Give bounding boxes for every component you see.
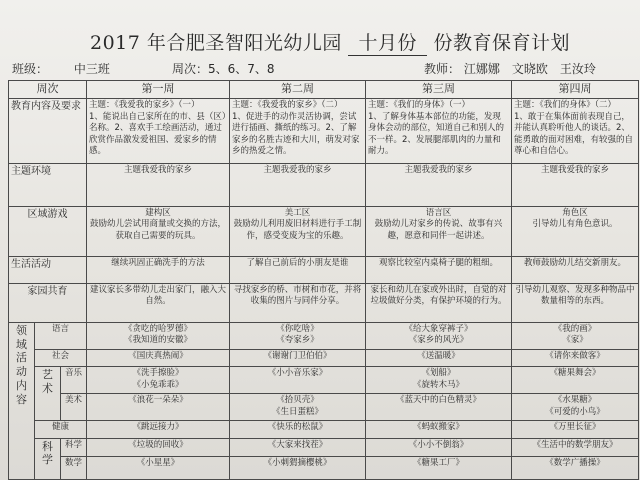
domain-row-art — [9, 394, 639, 421]
domain-row-language — [9, 322, 639, 349]
domain-name: 社会 — [35, 349, 87, 367]
class-value: 中三班 — [73, 62, 110, 76]
domain-cell: 《万里长征》 — [512, 420, 639, 438]
class-info — [12, 60, 110, 77]
week-4-header: 第四周 — [512, 81, 639, 99]
domain-cell: 《给大象穿裤子》 《家乡的风光》 — [366, 322, 512, 349]
week-header: 周次 — [9, 81, 87, 99]
domain-cell: 《跳远接力》 — [87, 420, 230, 438]
area-week-4: 角色区 引导幼儿有角色意识。 — [512, 207, 639, 257]
domain-name: 音乐 — [61, 367, 87, 394]
environment-week-2: 主题我爱我的家乡 — [230, 163, 366, 206]
teacher-info — [424, 60, 596, 77]
home-week-2: 寻找家乡的桥、市树和市花，并将收集的图片与同伴分享。 — [230, 283, 366, 322]
domain-name: 美术 — [61, 394, 87, 421]
life-week-3: 观察比较室内桌椅子腿的粗细。 — [366, 256, 512, 283]
domain-cell: 《生活中的数学朋友》 — [512, 438, 639, 457]
domain-cell: 《拾贝壳》 《生日蛋糕》 — [230, 394, 366, 421]
goals-week-4: 主题：《我们的身体》（二） 1、敢于在集体面前表现自己，并能认真聆听他人的谈话。2、能勇敢的面对困难，有较强的自尊心和自信心。 — [512, 99, 639, 163]
domain-name: 科学 — [61, 438, 87, 457]
domain-cell: 《小刺猬摘樱桃》 — [230, 457, 366, 480]
domain-cell: 《小小音乐家》 — [230, 367, 366, 394]
domain-row-math — [9, 457, 639, 480]
domain-label-text: 领域活动内容 — [16, 323, 27, 406]
title-month: 十月份 — [348, 28, 427, 56]
plan-table — [8, 80, 639, 480]
domain-row-society — [9, 349, 639, 367]
domain-cell: 《谢谢门卫伯伯》 — [230, 349, 366, 367]
domain-cell: 《洗手擦脸》 《小兔乖乖》 — [87, 367, 230, 394]
goals-week-3: 主题：《我们的身体》（一） 1、了解身体基本部位的功能，发现身体会动的部位，知道自己和别人的不一样。2、发展腿部肌肉的力量和耐力。 — [366, 99, 512, 163]
environment-week-3: 主题我爱我的家乡 — [366, 163, 512, 206]
environment-label: 主题环境 — [9, 163, 87, 206]
life-row — [9, 256, 639, 283]
document-title — [90, 28, 610, 56]
week-3-header: 第三周 — [366, 81, 512, 99]
teacher-names: 江娜娜 文晓欧 王汝玲 — [463, 62, 596, 76]
domain-cell: 《小星星》 — [87, 457, 230, 480]
area-label: 区域游戏 — [9, 207, 87, 257]
domain-cell: 《浪花一朵朵》 — [87, 394, 230, 421]
area-week-1: 建构区 鼓励幼儿尝试用商量或交换的方法，获取自己需要的玩具。 — [87, 207, 230, 257]
domain-row-music — [9, 367, 639, 394]
title-suffix: 份教育保育计划 — [433, 32, 571, 54]
domain-cell: 《国庆真热闹》 — [87, 349, 230, 367]
area-week-3: 语言区 鼓励幼儿对家乡的传说、故事有兴趣，愿意和同伴一起讲述。 — [366, 207, 512, 257]
home-week-1: 建议家长多带幼儿走出家门，融入大自然。 — [87, 283, 230, 322]
environment-week-1: 主题我爱我的家乡 — [87, 163, 230, 206]
area-row — [9, 207, 639, 257]
goals-week-1: 主题：《我爱我的家乡》（一） 1、能说出自己家所在的市、县（区）名称。2、喜欢手工绘画活动，通过欣赏作品激发爱祖国、爱家乡的情感。 — [87, 99, 230, 163]
domain-cell: 《糖果舞会》 — [512, 367, 639, 394]
science-label-text: 科学 — [42, 439, 53, 467]
environment-week-4: 主题我爱我的家乡 — [512, 163, 639, 206]
home-row — [9, 283, 639, 322]
goals-row — [9, 99, 639, 163]
domain-label — [9, 322, 35, 479]
area-week-2: 美工区 鼓励幼儿利用废旧材料进行手工制作，感受变废为宝的乐趣。 — [230, 207, 366, 257]
domain-cell: 《划船》 《旋转木马》 — [366, 367, 512, 394]
goals-label: 教育内容及要求 — [9, 99, 87, 163]
home-week-4: 引导幼儿观察、发现多种物品中数量相等的东西。 — [512, 283, 639, 322]
arts-label-text: 艺术 — [42, 368, 53, 396]
life-label: 生活活动 — [9, 256, 87, 283]
domain-cell: 《水果糖》 《可爱的小鸟》 — [512, 394, 639, 421]
week-1-header: 第一周 — [87, 81, 230, 99]
domain-cell: 《数学广播操》 — [512, 457, 639, 480]
domain-cell: 《快乐的松鼠》 — [230, 420, 366, 438]
domain-cell: 《垃圾的回收》 — [87, 438, 230, 457]
teacher-label: 教师： — [424, 62, 461, 76]
life-week-1: 继续巩固正确洗手的方法 — [87, 256, 230, 283]
week-info: 周次：5、6、7、8 — [172, 62, 275, 76]
domain-cell: 《你吃啥》 《夸家乡》 — [230, 322, 366, 349]
domain-cell: 《小小不倒翁》 — [366, 438, 512, 457]
home-week-3: 家长和幼儿在家或外出时，自觉的对垃圾做好分类，有保护环境的行为。 — [366, 283, 512, 322]
domain-cell: 《糖果工厂》 — [366, 457, 512, 480]
domain-cell: 《贪吃的哈罗德》 《我知道的安徽》 — [87, 322, 230, 349]
domain-name: 健康 — [35, 420, 87, 438]
week-header-row — [9, 81, 639, 99]
life-week-4: 教师鼓励幼儿结交新朋友。 — [512, 256, 639, 283]
domain-cell: 《请你来做客》 — [512, 349, 639, 367]
environment-row — [9, 163, 639, 206]
life-week-2: 了解自己前后的小朋友是谁 — [230, 256, 366, 283]
domain-row-health — [9, 420, 639, 438]
week-2-header: 第二周 — [230, 81, 366, 99]
science-label — [35, 438, 61, 479]
domain-cell: 《蚂蚁搬家》 — [366, 420, 512, 438]
domain-cell: 《大家来找茬》 — [230, 438, 366, 457]
domain-cell: 《蓝天中的白色精灵》 — [366, 394, 512, 421]
title-main: 2017 年合肥圣智阳光幼儿园 — [90, 32, 342, 54]
domain-name: 数学 — [61, 457, 87, 480]
home-label: 家园共育 — [9, 283, 87, 322]
domain-cell: 《我的画》 《家》 — [512, 322, 639, 349]
arts-label — [35, 367, 61, 421]
class-label: 班级： — [12, 62, 49, 76]
goals-week-2: 主题：《我爱我的家乡》（二） 1、促进手的动作灵活协调，尝试进行插画、撕纸的练习。2、了解家乡的名胜古迹和大川，萌发对家乡的热爱之情。 — [230, 99, 366, 163]
domain-cell: 《送温暖》 — [366, 349, 512, 367]
domain-name: 语言 — [35, 322, 87, 349]
domain-row-science — [9, 438, 639, 457]
